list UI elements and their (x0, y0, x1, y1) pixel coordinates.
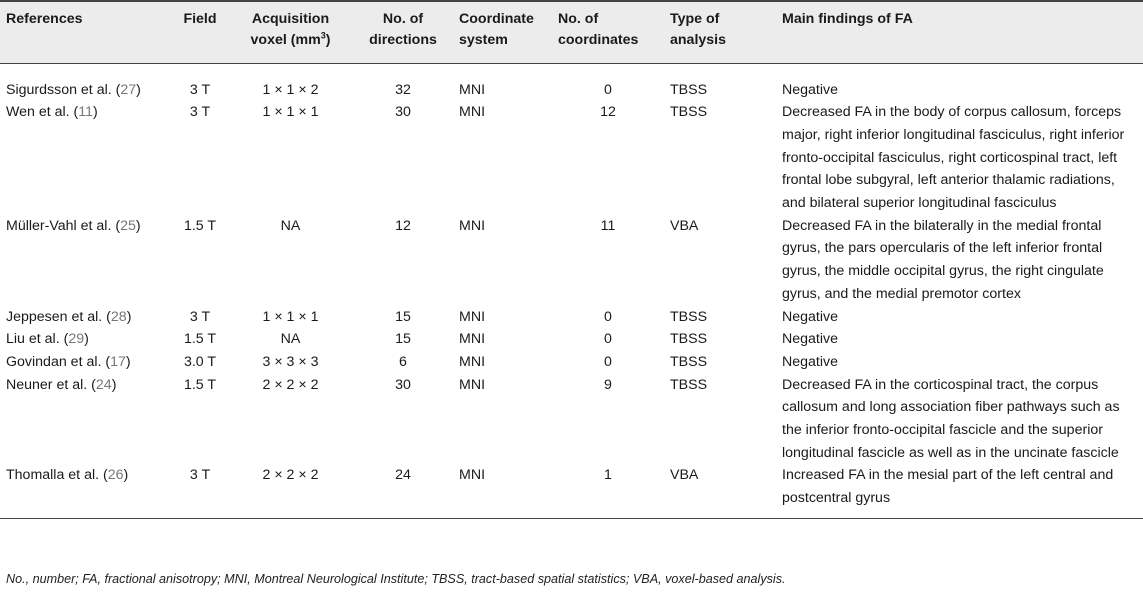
field-cell: 1.5 T (183, 331, 217, 348)
analysis-cell: TBSS (670, 81, 708, 98)
directions-cell: 6 (399, 353, 407, 370)
author-close-paren: ) (136, 81, 141, 98)
voxel-cell: 1 × 1 × 2 (262, 81, 319, 98)
author-close-paren: ) (123, 467, 129, 484)
coords-cell: 11 (600, 217, 616, 234)
reference-link[interactable]: 26 (107, 467, 124, 484)
analysis-cell: VBA (670, 217, 699, 234)
directions-cell: 30 (395, 376, 411, 393)
author-name: Liu et al. ( (6, 331, 69, 348)
system-cell: MNI (459, 308, 486, 325)
author-cell (0, 306, 172, 329)
author-cell (0, 101, 172, 215)
reference-link[interactable]: 29 (68, 331, 85, 348)
author-close-paren: ) (93, 104, 98, 121)
voxel-cell: 2 × 2 × 2 (262, 376, 319, 393)
field-cell: 1.5 T (183, 217, 217, 234)
findings-cell: Negative (782, 81, 838, 98)
coords-cell: 0 (604, 81, 612, 98)
table-row (0, 306, 1143, 329)
system-cell: MNI (459, 331, 486, 348)
header-references: References (6, 11, 83, 27)
author-cell (0, 464, 172, 518)
author-close-paren: ) (111, 376, 117, 393)
table-header (0, 1, 1143, 63)
voxel-cell: 2 × 2 × 2 (262, 467, 319, 484)
table-row (0, 215, 1143, 306)
findings-cell: Decreased FA in the body of corpus callosum, forceps major, right inferior longitudinal fasciculus, right inferior fronto-occipital fasciculus, right corticospinal tract, left frontal lobe subgyral, left anterior thalamic radiations, and bilateral superior longitudinal fasciculus (782, 104, 1125, 212)
coords-cell: 0 (604, 331, 612, 348)
field-cell: 3 T (189, 308, 211, 325)
author-name: Neuner et al. ( (6, 376, 96, 393)
voxel-cell: NA (280, 217, 301, 234)
header-analysis: Type of analysis (670, 11, 727, 48)
system-cell: MNI (459, 376, 486, 393)
header-voxel (228, 1, 353, 63)
directions-cell: 15 (395, 308, 411, 325)
field-cell: 3 T (189, 81, 211, 98)
system-cell: MNI (459, 81, 486, 98)
author-cell (0, 374, 172, 465)
system-cell: MNI (459, 467, 486, 484)
coords-cell: 12 (600, 104, 616, 121)
header-voxel-sup: 3 (320, 30, 326, 41)
analysis-cell: TBSS (670, 353, 708, 370)
reference-link[interactable]: 17 (110, 353, 126, 370)
table-row (0, 63, 1143, 101)
analysis-cell: VBA (670, 467, 699, 484)
analysis-cell: TBSS (670, 376, 708, 393)
findings-cell: Negative (782, 353, 838, 370)
header-directions: No. of directions (369, 11, 437, 48)
findings-cell: Negative (782, 331, 838, 348)
field-cell: 3 T (189, 467, 211, 484)
header-voxel-text: Acquisition voxel (mm (250, 11, 330, 48)
table-body (0, 63, 1143, 518)
field-cell: 1.5 T (183, 376, 217, 393)
table-footnote: No., number; FA, fractional anisotropy; MNI, Montreal Neurological Institute; TBSS, tract-based spatial statistics; VBA, voxel-based analysis. (6, 572, 786, 586)
header-coord-count: No. of coordinates (558, 11, 639, 48)
voxel-cell: 1 × 1 × 1 (262, 308, 319, 325)
author-name: Thomalla et al. ( (6, 467, 108, 484)
findings-cell: Decreased FA in the bilaterally in the medial frontal gyrus, the pars opercularis of the left inferior frontal gyrus, the middle occipital gyrus, the right cingulate gyrus, and the medial premotor cortex (782, 217, 1104, 302)
analysis-cell: TBSS (670, 104, 708, 121)
table-row (0, 101, 1143, 215)
table-row (0, 351, 1143, 374)
author-cell (0, 351, 172, 374)
coords-cell: 0 (604, 353, 612, 370)
field-cell: 3.0 T (183, 353, 217, 370)
table-row (0, 374, 1143, 465)
coords-cell: 0 (604, 308, 612, 325)
author-cell (0, 63, 172, 101)
author-close-paren: ) (84, 331, 89, 348)
author-name: Govindan et al. ( (6, 353, 111, 370)
system-cell: MNI (459, 353, 486, 370)
coords-cell: 9 (604, 376, 612, 393)
table-row (0, 328, 1143, 351)
header-voxel-close: ) (325, 32, 331, 48)
header-coord-system: Coordinate system (459, 11, 534, 48)
coords-cell: 1 (604, 467, 612, 484)
analysis-cell: TBSS (670, 331, 708, 348)
author-name: Müller-Vahl et al. ( (6, 217, 121, 234)
author-close-paren: ) (135, 217, 141, 234)
table-row (0, 464, 1143, 518)
reference-link[interactable]: 24 (95, 376, 112, 393)
directions-cell: 32 (395, 81, 411, 98)
reference-link[interactable]: 28 (110, 308, 127, 325)
findings-cell: Negative (782, 308, 838, 325)
directions-cell: 12 (395, 217, 411, 234)
directions-cell: 30 (395, 104, 411, 121)
voxel-cell: 1 × 1 × 1 (262, 104, 319, 121)
author-name: Sigurdsson et al. ( (6, 81, 121, 98)
header-field: Field (183, 11, 217, 27)
voxel-cell: NA (280, 331, 301, 348)
author-cell (0, 215, 172, 306)
findings-cell: Increased FA in the mesial part of the left central and postcentral gyrus (782, 467, 1114, 507)
author-close-paren: ) (126, 308, 132, 325)
system-cell: MNI (459, 217, 486, 234)
author-cell (0, 328, 172, 351)
findings-cell: Decreased FA in the corticospinal tract, the corpus callosum and long association fiber pathways such as the inferior fronto-occipital fascicle and the superior longitudinal fascicle as well as in the uncinate fascicle (782, 376, 1120, 461)
header-findings: Main findings of FA (782, 11, 913, 27)
voxel-cell: 3 × 3 × 3 (262, 353, 319, 370)
author-name: Wen et al. ( (6, 104, 79, 121)
analysis-cell: TBSS (670, 308, 708, 325)
system-cell: MNI (459, 104, 486, 121)
author-close-paren: ) (125, 353, 131, 370)
reference-link[interactable]: 25 (120, 217, 136, 234)
directions-cell: 15 (395, 331, 411, 348)
field-cell: 3 T (189, 104, 211, 121)
author-name: Jeppesen et al. ( (6, 308, 111, 325)
reference-link[interactable]: 11 (78, 104, 94, 121)
directions-cell: 24 (395, 467, 411, 484)
reference-link[interactable]: 27 (120, 81, 137, 98)
